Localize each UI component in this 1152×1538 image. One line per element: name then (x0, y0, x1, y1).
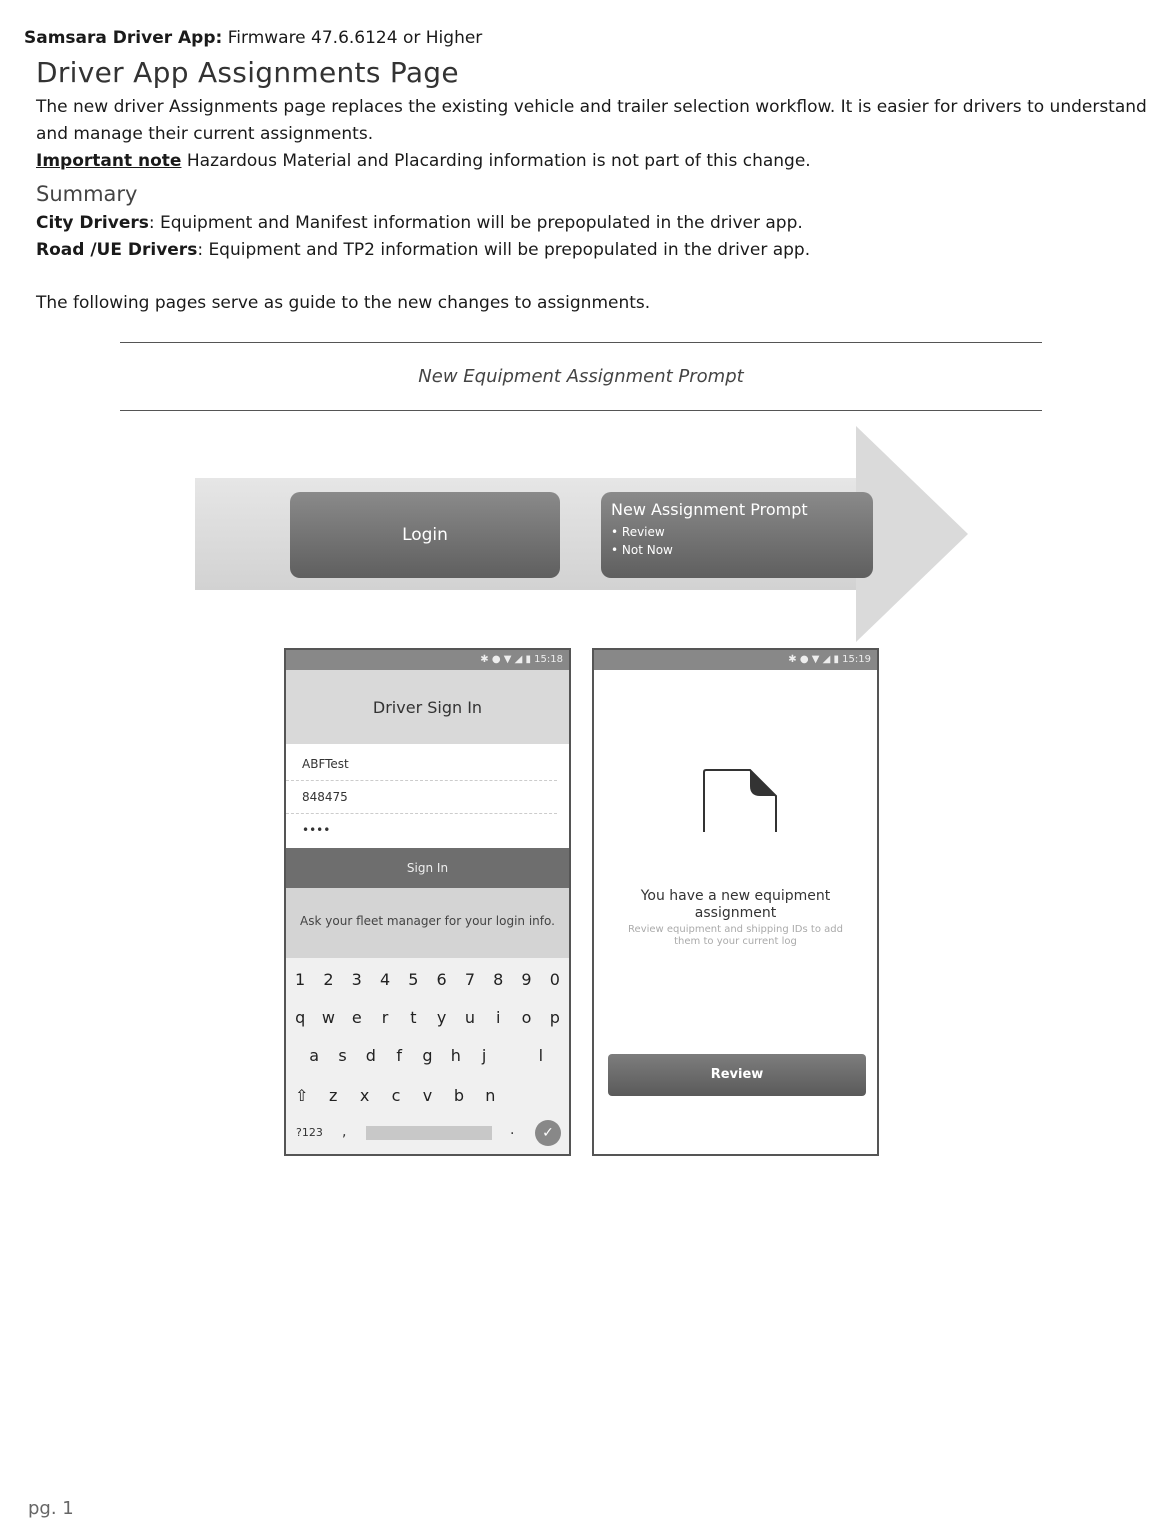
key[interactable]: e (351, 1008, 362, 1027)
keyboard (286, 958, 569, 1156)
page-number: pg. 1 (28, 1498, 74, 1519)
key[interactable]: 8 (493, 970, 504, 989)
firmware-text: Firmware 47.6.6124 or Higher (227, 28, 483, 48)
intro-line-2: and manage their current assignments. (36, 124, 374, 144)
key[interactable]: g (422, 1046, 433, 1065)
important-note (36, 151, 811, 171)
key[interactable]: v (422, 1086, 433, 1105)
status-time: 15:18 (534, 654, 563, 665)
guide-text: The following pages serve as guide to the new changes to assignments. (36, 293, 651, 313)
key[interactable]: b (453, 1086, 464, 1105)
key[interactable]: i (496, 1008, 501, 1027)
assignment-subtext-line-1: Review equipment and shipping IDs to add (628, 924, 843, 935)
divider-top (120, 342, 1042, 343)
assignment-subtext (594, 924, 877, 948)
symbols-key[interactable]: ?123 (296, 1126, 323, 1139)
phone-assignment-screenshot (592, 648, 879, 1156)
page-title: Driver App Assignments Page (36, 56, 459, 89)
flow-step-bullet-not-now: • Not Now (611, 543, 673, 557)
city-drivers-line (36, 213, 803, 233)
key[interactable] (538, 1086, 569, 1105)
key[interactable]: d (365, 1046, 376, 1065)
key[interactable]: n (485, 1086, 496, 1105)
key[interactable]: z (328, 1086, 338, 1105)
key[interactable]: t (410, 1008, 417, 1027)
key[interactable]: 4 (379, 970, 391, 989)
key[interactable]: a (309, 1046, 320, 1065)
key[interactable]: o (521, 1008, 532, 1027)
document-icon (702, 768, 778, 834)
status-bar (286, 650, 569, 670)
flow-step-new-assignment (601, 492, 873, 578)
key[interactable]: 2 (323, 970, 334, 989)
sign-in-heading: Driver Sign In (286, 670, 569, 744)
key[interactable]: l (538, 1046, 544, 1065)
driver-id-field[interactable]: 848475 (286, 781, 557, 814)
flow-step-login: Login (290, 492, 560, 578)
assignment-message-line-2: assignment (694, 905, 777, 921)
key[interactable]: f (396, 1046, 402, 1065)
key[interactable]: 9 (521, 970, 532, 989)
key[interactable]: q (295, 1008, 306, 1027)
summary-heading: Summary (36, 182, 138, 206)
flow-step-bullet-review: • Review (611, 525, 665, 539)
city-drivers-text: : Equipment and Manifest information will be prepopulated in the driver app. (148, 213, 803, 233)
keyboard-row-asdf (286, 1046, 569, 1065)
header-line (24, 28, 482, 48)
important-note-text: Hazardous Material and Placarding information is not part of this change. (181, 151, 811, 171)
key[interactable]: p (549, 1008, 560, 1027)
assignment-message (594, 888, 877, 922)
assignment-subtext-line-2: them to your current log (674, 936, 797, 947)
important-note-label: Important note (36, 151, 182, 171)
keyboard-row-qwerty (286, 1008, 569, 1027)
status-time: 15:19 (842, 654, 871, 665)
road-drivers-line (36, 240, 810, 260)
login-hint: Ask your fleet manager for your login info. (286, 888, 569, 958)
keyboard-row-numbers (286, 970, 569, 989)
status-bar (594, 650, 877, 670)
key[interactable]: 3 (351, 970, 362, 989)
key[interactable]: w (321, 1008, 335, 1027)
key[interactable] (498, 1046, 526, 1065)
city-drivers-label: City Drivers (36, 213, 149, 233)
key[interactable]: 1 (295, 970, 306, 989)
section-caption: New Equipment Assignment Prompt (418, 366, 744, 387)
divider-bottom (120, 410, 1042, 411)
key[interactable]: h (450, 1046, 461, 1065)
key[interactable]: 0 (549, 970, 560, 989)
status-icons: ✱ ● ▼ ◢ ▮ (480, 654, 535, 665)
intro-line-1: The new driver Assignments page replaces the existing vehicle and trailer selection workflow. It is easier for drivers to understand (36, 97, 1147, 117)
key[interactable]: 7 (464, 970, 476, 989)
key[interactable]: 5 (408, 970, 419, 989)
key[interactable]: 6 (436, 970, 447, 989)
space-key[interactable] (366, 1126, 492, 1140)
shift-key-icon[interactable]: ⇧ (295, 1086, 309, 1105)
app-label: Samsara Driver App: (24, 28, 223, 48)
assignment-message-line-1: You have a new equipment (640, 888, 831, 904)
key[interactable]: u (464, 1008, 475, 1027)
review-button[interactable]: Review (608, 1054, 866, 1096)
key[interactable]: c (391, 1086, 401, 1105)
road-drivers-text: : Equipment and TP2 information will be prepopulated in the driver app. (197, 240, 811, 260)
key[interactable]: y (436, 1008, 447, 1027)
comma-key[interactable]: , (342, 1124, 347, 1140)
sign-in-button[interactable]: Sign In (286, 848, 569, 888)
status-icons: ✱ ● ▼ ◢ ▮ (788, 654, 843, 665)
key[interactable]: s (338, 1046, 347, 1065)
period-key[interactable]: . (510, 1122, 515, 1138)
password-field[interactable]: •••• (302, 823, 331, 837)
key[interactable]: x (359, 1086, 370, 1105)
key[interactable]: r (381, 1008, 389, 1027)
phone-login-screenshot (284, 648, 571, 1156)
username-field[interactable]: ABFTest (286, 748, 557, 781)
flow-step-title: New Assignment Prompt (611, 500, 808, 519)
keyboard-row-zxcv (286, 1086, 569, 1105)
key[interactable]: j (481, 1046, 487, 1065)
check-icon[interactable]: ✓ (535, 1120, 561, 1146)
key[interactable] (506, 1086, 537, 1105)
road-drivers-label: Road /UE Drivers (36, 240, 198, 260)
